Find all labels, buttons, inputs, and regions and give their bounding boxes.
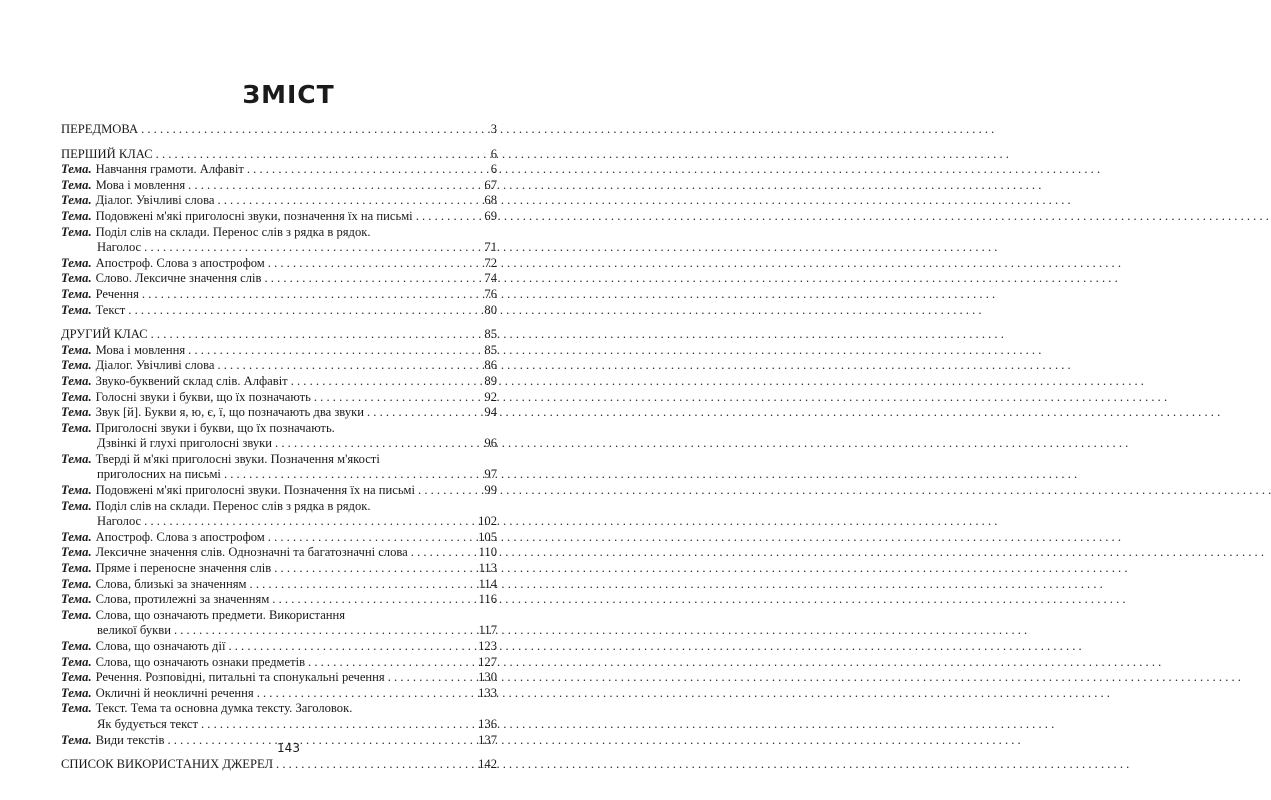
dot-leader [314, 390, 482, 406]
toc-entry [61, 623, 497, 639]
toc-entry-title: ПЕРЕДМОВА [61, 122, 139, 136]
toc-entry [61, 701, 497, 717]
toc-entry-title: Речення. Розповідні, питальні та спонукальні речення [95, 670, 385, 685]
dot-leader [224, 467, 481, 483]
toc-entry [61, 499, 497, 515]
topic-label: Тема. [61, 639, 92, 653]
toc-entry-title: Окличні й неокличні речення [95, 685, 254, 700]
toc-entry [61, 757, 497, 773]
toc-entry [61, 162, 497, 178]
toc-entry [61, 530, 497, 546]
topic-label: Тема. [61, 255, 92, 270]
dot-leader [151, 327, 482, 343]
toc-entry-page: 94 [484, 405, 497, 420]
toc-entry [61, 122, 497, 138]
toc-entry-page: 96 [484, 436, 497, 451]
toc-entry-page: 6 [490, 162, 497, 177]
dot-leader [308, 655, 475, 671]
toc-entry [61, 358, 497, 374]
toc-entry [61, 240, 497, 256]
toc-entry-title: ПЕРШИЙ КЛАС [61, 146, 153, 161]
toc-entry-page: 136 [478, 716, 497, 731]
toc-entry-title: Речення [95, 286, 139, 301]
dot-leader [268, 530, 475, 546]
toc-entry [61, 390, 497, 406]
dot-leader [268, 256, 482, 272]
toc-entry-title: Голосні звуки і букви, що їх позначають [95, 389, 311, 404]
dot-leader [128, 303, 481, 319]
toc-entry-page: 92 [484, 389, 497, 404]
toc-entry-page: 89 [484, 373, 497, 388]
toc-entry-title: Мова і мовлення [95, 342, 186, 357]
toc-entry [61, 436, 497, 452]
dot-leader [156, 147, 488, 163]
toc-entry-page: 72 [484, 255, 497, 270]
toc-entry [61, 209, 497, 225]
toc-entry [61, 193, 497, 209]
toc-entry-title: Як будується текст [97, 716, 198, 731]
toc-entry-title: Текст. Тема та основна думка тексту. Заголовок. [95, 701, 353, 716]
toc-entry [61, 374, 497, 390]
toc-entry-title: Навчання грамоти. Алфавіт [95, 162, 244, 177]
toc-entry-title: Апостроф. Слова з апострофом [95, 255, 265, 270]
toc-entry-title: Апостроф. Слова з апострофом [95, 529, 265, 544]
topic-label: Тема. [61, 177, 92, 192]
toc-entry-page: 85 [484, 327, 497, 342]
topic-label: Тема. [61, 670, 92, 685]
topic-label: Тема. [61, 592, 92, 607]
toc-entry-title: Слова, що означають предмети. Використання [95, 607, 346, 622]
toc-entry-title: Слово. Лексичне значення слів [95, 271, 262, 286]
toc-entry [61, 256, 497, 272]
toc-entry [61, 343, 497, 359]
toc-entry [61, 545, 497, 561]
toc-entry-title: Поділ слів на склади. Перенос слів з рядка в рядок. [95, 498, 371, 513]
dot-leader [141, 122, 488, 138]
toc-entry-page: 85 [484, 342, 497, 357]
dot-leader [201, 717, 475, 733]
topic-label: Тема. [61, 208, 92, 223]
toc-entry [61, 271, 497, 287]
topic-label: Тема. [61, 654, 92, 669]
toc-entry-title: Пряме і переносне значення слів [95, 561, 272, 576]
toc-entry-title: Текст [95, 302, 126, 317]
toc-entry-page: 110 [478, 545, 497, 560]
toc-entry [61, 608, 497, 624]
toc-entry-title: Види текстів [95, 732, 165, 747]
toc-entry [61, 405, 497, 421]
toc-entry [61, 452, 497, 468]
toc-entry-title: Наголос [97, 514, 142, 529]
dot-leader [144, 240, 481, 256]
toc-entry [61, 592, 497, 608]
toc-entry [61, 639, 497, 655]
topic-label: Тема. [61, 286, 92, 301]
toc-entry-page: 130 [478, 670, 497, 685]
toc-entry [61, 577, 497, 593]
topic-label: Тема. [61, 545, 92, 560]
topic-label: Тема. [61, 561, 92, 576]
toc-entry-title: Звук [й]. Букви я, ю, є, ї, що позначають два звуки [95, 405, 364, 420]
toc-entry-title: Діалог. Увічливі слова [95, 193, 215, 208]
dot-leader [250, 577, 476, 593]
toc-entry-title: Наголос [97, 240, 142, 255]
toc-entry-title: Приголосні звуки і букви, що їх позначають. [95, 420, 335, 435]
toc-entry-page: 80 [484, 302, 497, 317]
topic-label: Тема. [61, 193, 92, 208]
dot-leader [418, 483, 481, 499]
topic-label: Тема. [61, 529, 92, 544]
toc-entry-page: 123 [478, 639, 497, 653]
toc-entry [61, 225, 497, 241]
toc-entry-title: СПИСОК ВИКОРИСТАНИХ ДЖЕРЕЛ [61, 757, 274, 772]
toc-entry [61, 287, 497, 303]
toc-entry-page: 133 [478, 685, 497, 700]
topic-label: Тема. [61, 373, 92, 388]
dot-leader [416, 209, 482, 225]
page-number: 143 [277, 741, 300, 755]
toc-entry-title: Слова, що означають ознаки предметів [95, 654, 306, 669]
toc-entry-title: Звуко-буквений склад слів. Алфавіт [95, 373, 288, 388]
dot-leader [217, 358, 481, 374]
topic-label: Тема. [61, 389, 92, 404]
toc-entry [61, 483, 497, 499]
toc-entry-page: 114 [478, 576, 497, 591]
toc-entry-page: 6 [490, 146, 497, 161]
dot-leader [257, 686, 475, 702]
toc-entry-title: ДРУГИЙ КЛАС [61, 327, 148, 342]
toc-entry-page: 97 [484, 467, 497, 482]
topic-label: Тема. [61, 576, 92, 591]
topic-label: Тема. [61, 685, 92, 700]
toc-entry [61, 670, 497, 686]
document-page [0, 0, 577, 800]
toc-entry [61, 467, 497, 483]
toc-entry-page: 71 [484, 240, 497, 255]
dot-leader [367, 405, 481, 421]
toc-entry-page: 116 [478, 592, 497, 607]
toc-entry-page: 99 [484, 483, 497, 498]
toc-entry-page: 102 [478, 514, 497, 529]
topic-label: Тема. [61, 420, 92, 435]
dot-leader [275, 436, 481, 452]
topic-label: Тема. [61, 271, 92, 286]
topic-label: Тема. [61, 162, 92, 177]
topic-label: Тема. [61, 701, 92, 716]
toc-entry [61, 561, 497, 577]
toc-entry [61, 303, 497, 319]
toc-entry-title: Тверді й м'які приголосні звуки. Позначення м'якості [95, 451, 380, 466]
topic-label: Тема. [61, 607, 92, 622]
dot-leader [228, 639, 475, 655]
dot-leader [247, 162, 488, 178]
dot-leader [264, 271, 481, 287]
dot-leader [411, 545, 476, 561]
dot-leader [217, 193, 481, 209]
toc-entry [61, 686, 497, 702]
dot-leader [188, 343, 481, 359]
toc-entry-page: 86 [484, 358, 497, 373]
topic-label: Тема. [61, 498, 92, 513]
toc-entry-page: 105 [478, 529, 497, 544]
dot-leader [144, 514, 475, 530]
dot-leader [142, 287, 482, 303]
topic-label: Тема. [61, 451, 92, 466]
toc-entry-title: Лексичне значення слів. Однозначні та багатозначні слова [95, 545, 408, 560]
topic-label: Тема. [61, 483, 92, 498]
toc-entry-page: 69 [484, 208, 497, 223]
dot-leader [188, 178, 481, 194]
toc-entry-page: 142 [478, 757, 497, 772]
topic-label: Тема. [61, 224, 92, 239]
toc-entry-page: 127 [478, 654, 497, 669]
topic-label: Тема. [61, 342, 92, 357]
toc-entry-page: 113 [478, 561, 497, 576]
dot-leader [272, 592, 475, 608]
toc-entry-title: Слова, близькі за значенням [95, 576, 247, 591]
topic-label: Тема. [61, 358, 92, 373]
table-of-contents [61, 112, 497, 773]
toc-entry [61, 327, 497, 343]
toc-entry [61, 178, 497, 194]
toc-entry-page: 74 [484, 271, 497, 286]
topic-label: Тема. [61, 302, 92, 317]
toc-entry-page: 3 [490, 122, 497, 136]
dot-leader [388, 670, 475, 686]
dot-leader [174, 623, 476, 639]
dot-leader [291, 374, 482, 390]
toc-entry-title: Поділ слів на склади. Перенос слів з рядка в рядок. [95, 224, 371, 239]
dot-leader [276, 757, 475, 773]
toc-entry [61, 421, 497, 437]
toc-entry [61, 717, 497, 733]
page-title: ЗМІСТ [242, 80, 335, 109]
toc-entry-title: приголосних на письмі [97, 467, 221, 482]
dot-leader [274, 561, 475, 577]
toc-entry-title: Подовжені м'які приголосні звуки, позначення їх на письмі [95, 208, 413, 223]
toc-entry-page: 67 [484, 177, 497, 192]
topic-label: Тема. [61, 405, 92, 420]
toc-entry-title: Слова, що означають дії [95, 639, 226, 653]
toc-entry-title: Дзвінкі й глухі приголосні звуки [97, 436, 273, 451]
toc-entry-page: 76 [484, 286, 497, 301]
toc-entry-title: Діалог. Увічливі слова [95, 358, 215, 373]
toc-entry-title: Мова і мовлення [95, 177, 186, 192]
toc-entry-title: Подовжені м'які приголосні звуки. Позначення їх на письмі [95, 483, 416, 498]
toc-entry-title: великої букви [97, 623, 171, 638]
toc-entry-page: 68 [484, 193, 497, 208]
toc-entry [61, 514, 497, 530]
toc-entry [61, 655, 497, 671]
topic-label: Тема. [61, 732, 92, 747]
toc-entry-title: Слова, протилежні за значенням [95, 592, 270, 607]
toc-entry [61, 147, 497, 163]
toc-entry-page: 117 [478, 623, 497, 638]
toc-entry-page: 137 [478, 732, 497, 747]
